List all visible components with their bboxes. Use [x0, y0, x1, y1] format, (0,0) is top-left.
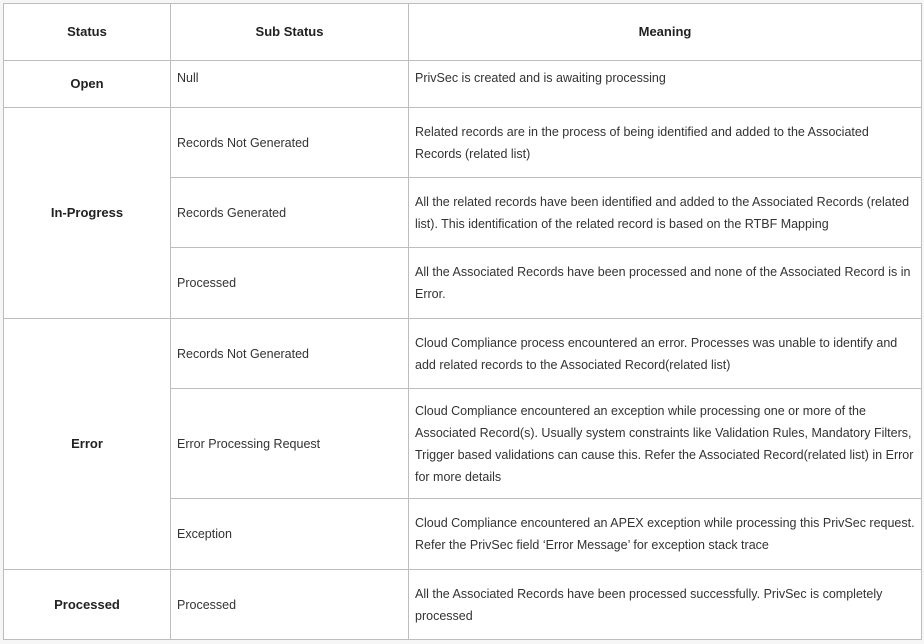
sub-status-cell: Exception: [171, 499, 409, 570]
status-processed: Processed: [4, 570, 171, 640]
header-status: Status: [4, 4, 171, 61]
sub-status-cell: Records Not Generated: [171, 108, 409, 178]
meaning-cell: Related records are in the process of being identified and added to the Associated Records (related list): [409, 108, 922, 178]
status-table: [3, 3, 922, 640]
meaning-cell: PrivSec is created and is awaiting processing: [409, 61, 922, 108]
sub-status-cell: Processed: [171, 248, 409, 319]
sub-status-cell: Records Not Generated: [171, 319, 409, 389]
table-row: [4, 570, 922, 640]
status-error: Error: [4, 319, 171, 570]
table-row: [4, 61, 922, 108]
table-row: [4, 319, 922, 389]
header-row: [4, 4, 922, 61]
meaning-cell: Cloud Compliance encountered an APEX exception while processing this PrivSec request. Refer the PrivSec field ‘Error Message’ for exception stack trace: [409, 499, 922, 570]
meaning-cell: Cloud Compliance process encountered an error. Processes was unable to identify and add related records to the Associated Record(related list): [409, 319, 922, 389]
sub-status-cell: Error Processing Request: [171, 389, 409, 499]
header-meaning: Meaning: [409, 4, 922, 61]
table-row: [4, 108, 922, 178]
header-sub-status: Sub Status: [171, 4, 409, 61]
meaning-cell: All the related records have been identified and added to the Associated Records (related list). This identification of the related record is based on the RTBF Mapping: [409, 178, 922, 248]
status-open: Open: [4, 61, 171, 108]
meaning-cell: Cloud Compliance encountered an exception while processing one or more of the Associated Record(s). Usually system constraints like Validation Rules, Mandatory Filters, Trigger based validations can cause this. Refer the Associated Record(related list) in Error for more details: [409, 389, 922, 499]
status-in-progress: In-Progress: [4, 108, 171, 319]
meaning-cell: All the Associated Records have been processed successfully. PrivSec is completely processed: [409, 570, 922, 640]
sub-status-cell: Records Generated: [171, 178, 409, 248]
meaning-cell: All the Associated Records have been processed and none of the Associated Record is in Error.: [409, 248, 922, 319]
sub-status-cell: Processed: [171, 570, 409, 640]
sub-status-cell: Null: [171, 61, 409, 108]
